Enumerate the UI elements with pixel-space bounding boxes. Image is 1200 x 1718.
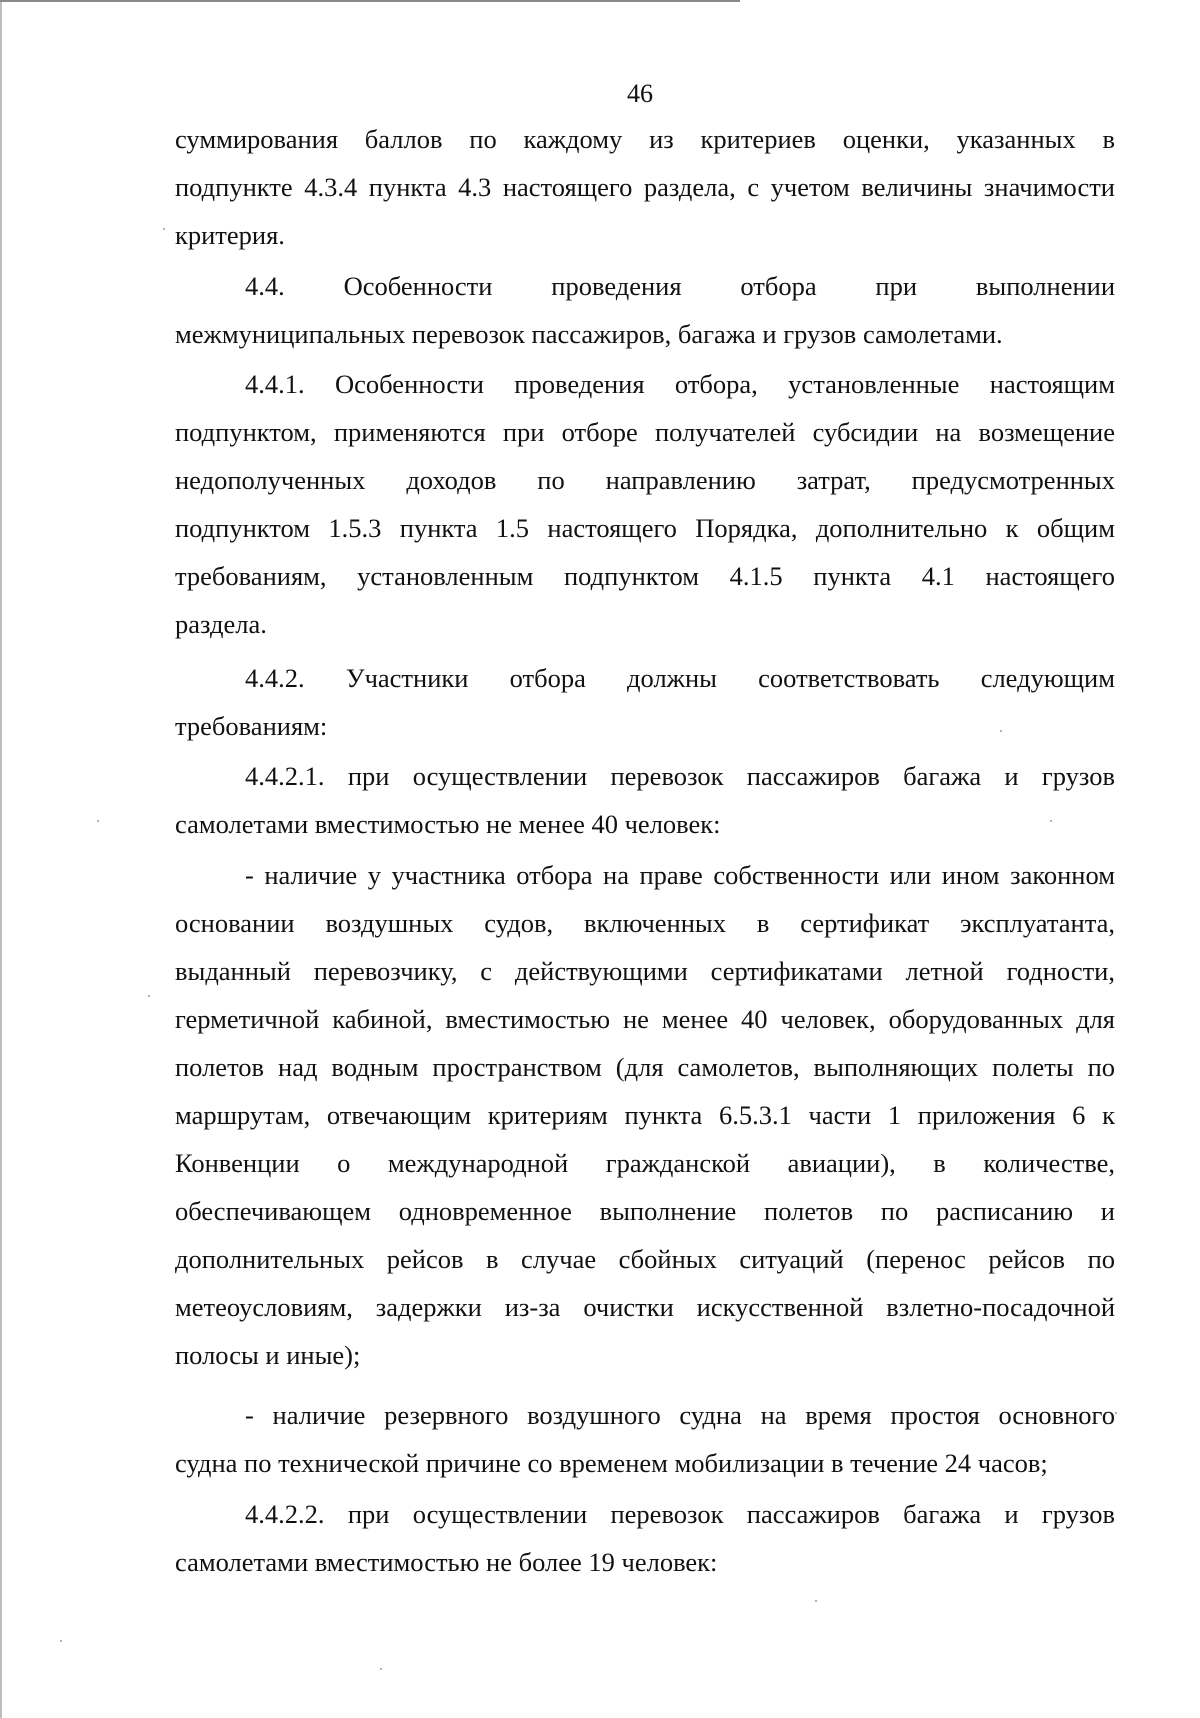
- text-line: 4.4.1. Особенности проведения отбора, установленные настоящим: [245, 369, 1115, 399]
- paragraph-section-4-4-2-1: [175, 752, 1115, 848]
- paragraph-criteria-summation: [175, 115, 1115, 259]
- text-line: требованиям, установленным подпунктом 4.1.5 пункта 4.1 настоящего: [175, 561, 1115, 591]
- text-line: - наличие у участника отбора на праве собственности или ином законном: [245, 860, 1115, 890]
- text-line: 4.4.2.1. при осуществлении перевозок пассажиров багажа и грузов: [245, 761, 1115, 791]
- scan-speck: [97, 820, 99, 822]
- text-line: подпунктом, применяются при отборе получателей субсидии на возмещение: [175, 417, 1115, 447]
- scan-speck: [1050, 820, 1052, 822]
- text-line: основании воздушных судов, включенных в сертификат эксплуатанта,: [175, 908, 1115, 938]
- text-line: раздела.: [175, 609, 267, 639]
- text-line: - наличие резервного воздушного судна на время простоя основного: [245, 1400, 1115, 1430]
- text-line: выданный перевозчику, с действующими сертификатами летной годности,: [175, 956, 1115, 986]
- text-line: подпунктом 1.5.3 пункта 1.5 настоящего Порядка, дополнительно к общим: [175, 513, 1115, 543]
- text-line: судна по технической причине со временем мобилизации в течение 24 часов;: [175, 1448, 1048, 1478]
- scan-speck: [380, 1668, 382, 1670]
- text-line: подпункте 4.3.4 пункта 4.3 настоящего раздела, с учетом величины значимости: [175, 172, 1115, 202]
- text-line: требованиям:: [175, 711, 328, 741]
- text-line: 4.4.2. Участники отбора должны соответствовать следующим: [245, 663, 1115, 693]
- text-line: полетов над водным пространством (для самолетов, выполняющих полеты по: [175, 1052, 1115, 1082]
- text-line: недополученных доходов по направлению затрат, предусмотренных: [175, 465, 1115, 495]
- paragraph-reserve-aircraft: [175, 1391, 1115, 1487]
- paragraph-section-4-4: [175, 262, 1115, 358]
- text-line: дополнительных рейсов в случае сбойных ситуаций (перенос рейсов по: [175, 1244, 1115, 1274]
- text-line: герметичной кабиной, вместимостью не менее 40 человек, оборудованных для: [175, 1004, 1115, 1034]
- paragraph-section-4-4-2: [175, 654, 1115, 750]
- scan-top-edge: [0, 0, 740, 2]
- page-number: 46: [627, 79, 653, 108]
- text-line: обеспечивающем одновременное выполнение полетов по расписанию и: [175, 1196, 1115, 1226]
- text-line: маршрутам, отвечающим критериям пункта 6.5.3.1 части 1 приложения 6 к: [175, 1100, 1115, 1130]
- scan-speck: [1000, 730, 1002, 732]
- text-line: метеоусловиям, задержки из-за очистки искусственной взлетно-посадочной: [175, 1292, 1115, 1322]
- scan-speck: [60, 1640, 62, 1642]
- paragraph-aircraft-requirements: [175, 851, 1115, 1379]
- text-line: межмуниципальных перевозок пассажиров, багажа и грузов самолетами.: [175, 319, 1003, 349]
- scan-speck: [163, 228, 165, 230]
- text-line: критерия.: [175, 220, 285, 250]
- text-line: полосы и иные);: [175, 1340, 361, 1370]
- text-line: самолетами вместимостью не менее 40 человек:: [175, 809, 721, 839]
- paragraph-section-4-4-1: [175, 360, 1115, 648]
- scan-speck: [148, 995, 150, 997]
- scan-speck: [1115, 1412, 1117, 1414]
- text-line: самолетами вместимостью не более 19 человек:: [175, 1547, 718, 1577]
- text-line: Конвенции о международной гражданской авиации), в количестве,: [175, 1148, 1115, 1178]
- paragraph-section-4-4-2-2: [175, 1490, 1115, 1586]
- scan-left-edge: [0, 0, 2, 1718]
- text-line: суммирования баллов по каждому из критериев оценки, указанных в: [175, 124, 1115, 154]
- text-line: 4.4.2.2. при осуществлении перевозок пассажиров багажа и грузов: [245, 1499, 1115, 1529]
- scan-speck: [815, 1600, 817, 1602]
- text-line: 4.4. Особенности проведения отбора при выполнении: [245, 271, 1115, 301]
